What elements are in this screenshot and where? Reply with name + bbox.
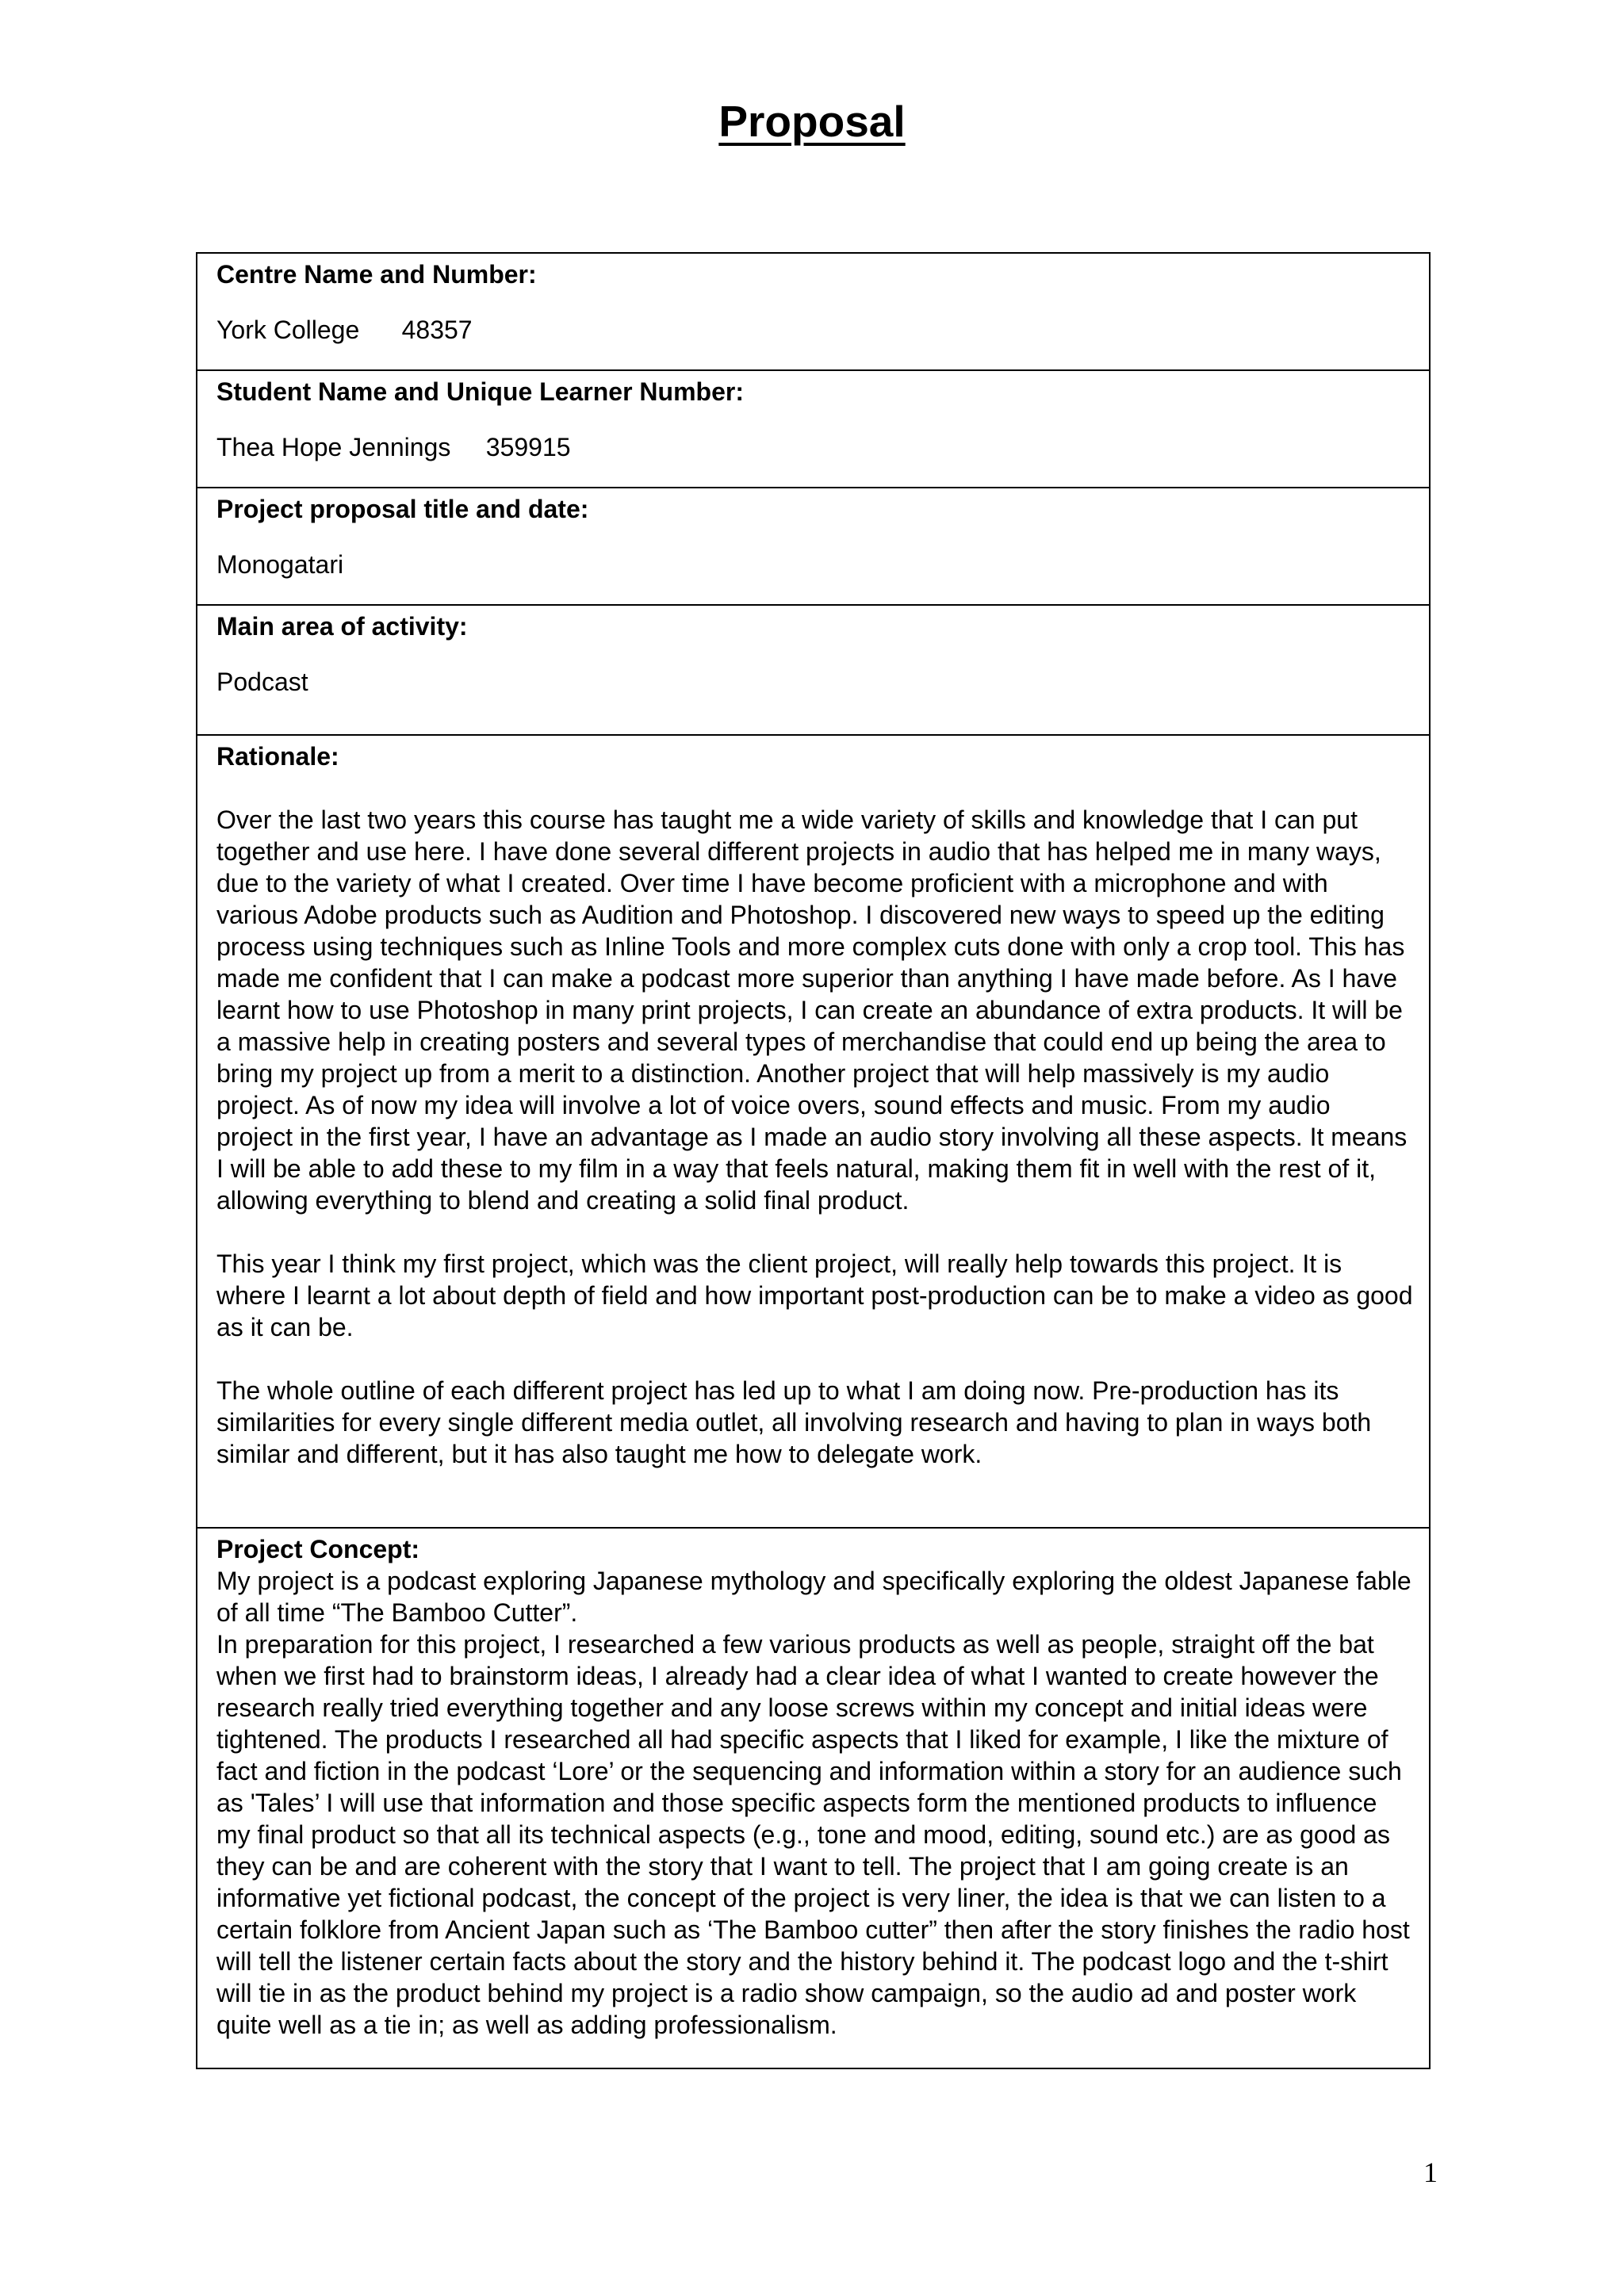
rationale-paragraph: Over the last two years this course has taught me a wide variety of skills and knowledge that I can put together and use here. I have done several different projects in audio that has helped me in many ways, due to the variety of what I created. Over time I have become proficient with a microphone and with various Adobe products such as Audition and Photoshop. I discovered new ways to speed up the editing process using techniques such as Inline Tools and more complex cuts done with only a crop tool. This has made me confident that I can make a podcast more superior than anything I have made before. As I have learnt how to use Photoshop in many print projects, I can create an abundance of extra products. It will be a massive help in creating posters and several types of merchandise that could end up being the area to bring my project up from a merit to a distinction. Another project that will help massively is my audio project. As of now my idea will involve a lot of voice overs, sound effects and music. From my audio project in the first year, I have an advantage as I made an audio story involving all these aspects. It means I will be able to add these to my film in a way that feels natural, making them fit in well with the rest of it, allowing everything to blend and creating a solid final product. bbox=[216, 806, 1408, 1215]
concept-row bbox=[197, 1529, 1429, 2068]
student-label: Student Name and Unique Learner Number: bbox=[216, 377, 744, 406]
rationale-paragraph: The whole outline of each different project has led up to what I am doing now. Pre-production has its similarities for every single different media outlet, all involving research and having to plan in ways both similar and different, but it has also taught me how to delegate work. bbox=[216, 1376, 1372, 1468]
page-number: 1 bbox=[1423, 2156, 1438, 2188]
concept-label: Project Concept: bbox=[216, 1535, 420, 1563]
document-title: Proposal bbox=[718, 97, 906, 146]
activity-label: Main area of activity: bbox=[216, 612, 468, 641]
project-title-label: Project proposal title and date: bbox=[216, 495, 589, 523]
project-title-value: Monogatari bbox=[216, 550, 344, 579]
student-row bbox=[197, 371, 1429, 488]
concept-paragraph: My project is a podcast exploring Japanese mythology and specifically exploring the oldest Japanese fable of all time “The Bamboo Cutter”. bbox=[216, 1567, 1411, 1627]
student-value: Thea Hope Jennings 359915 bbox=[216, 433, 571, 461]
proposal-form-table bbox=[196, 252, 1431, 2069]
rationale-body bbox=[216, 804, 1413, 1470]
centre-value: York College 48357 bbox=[216, 316, 473, 344]
centre-row bbox=[197, 254, 1429, 371]
activity-row bbox=[197, 606, 1429, 736]
concept-paragraph: In preparation for this project, I researched a few various products as well as people, straight off the bat when we first had to brainstorm ideas, I already had a clear idea of what I wanted to create however the research really tried everything together and any loose screws within my concept and initial ideas were tightened. The products I researched all had specific aspects that I liked for example, I like the mixture of fact and fiction in the podcast ‘Lore’ or the sequencing and information within a story for an audience such as 'Tales’ I will use that information and those specific aspects form the mentioned products to influence my final product so that all its technical aspects (e.g., tone and mood, editing, sound etc.) are as good as they can be and are coherent with the story that I want to tell. The project that I am going create is an informative yet fictional podcast, the concept of the project is very liner, the idea is that we can listen to a certain folklore from Ancient Japan such as ‘The Bamboo cutter” then after the story finishes the radio host will tell the listener certain facts about the story and the history behind it. The podcast logo and the t-shirt will tie in as the product behind my project is a radio show campaign, so the audio ad and poster work quite well as a tie in; as well as adding professionalism. bbox=[216, 1630, 1410, 2039]
rationale-row bbox=[197, 736, 1429, 1529]
rationale-paragraph: This year I think my first project, which was the client project, will really help towards this project. It is where I learnt a lot about depth of field and how important post-production can be to make a video as good as it can be. bbox=[216, 1249, 1413, 1341]
project-title-row bbox=[197, 488, 1429, 606]
rationale-label: Rationale: bbox=[216, 742, 339, 771]
activity-value: Podcast bbox=[216, 668, 308, 696]
centre-label: Centre Name and Number: bbox=[216, 260, 537, 289]
